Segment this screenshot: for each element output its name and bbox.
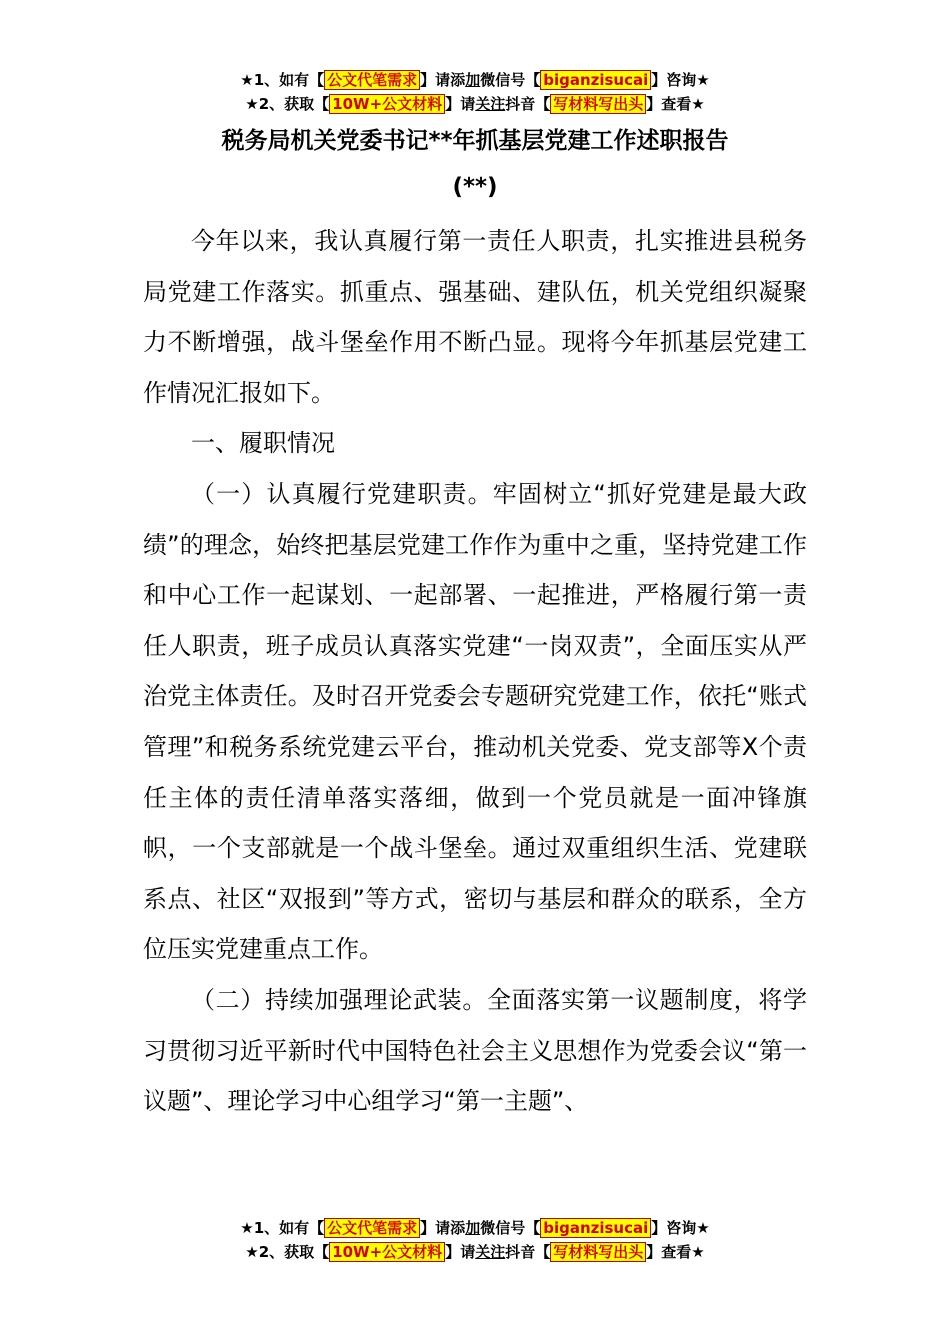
banner-highlight: 公文代笔需求 (324, 70, 420, 90)
banner-line-1: ★1、如有【 公文代笔需求 】请添加微信号【 biganzisucai 】咨询★ (240, 71, 710, 89)
document-title: 税务局机关党委书记**年抓基层党建工作述职报告 (221, 128, 729, 154)
header-banner (0, 68, 950, 116)
paragraph-theory: （二）持续加强理论武装。全面落实第一议题制度，将学习贯彻习近平新时代中国特色社会主义思想作为党委会议“第一议题”、理论学习中心组学习“第一主题”、 (143, 985, 807, 1116)
banner-highlight: 公文代笔需求 (324, 1218, 420, 1238)
footer-banner (0, 1216, 950, 1264)
paragraph-duty: （一）认真履行党建职责。牢固树立“抓好党建是最大政绩”的理念，始终把基层党建工作作为重中之重，坚持党建工作和中心工作一起谋划、一起部署、一起推进，严格履行第一责任人职责，班子成员认真落实党建“一岗双责”，全面压实从严治党主体责任。及时召开党委会专题研究党建工作，依托“账式管理”和税务系统党建云平台，推动机关党委、党支部等X个责任主体的责任清单落实落细，做到一个党员就是一面冲锋旗帜，一个支部就是一个战斗堡垒。通过双重组织生活、党建联系点、社区“双报到”等方式，密切与基层和群众的联系，全方位压实党建重点工作。 (143, 479, 807, 964)
banner-highlight: 写材料写出头 (550, 1242, 646, 1262)
banner-line-2: ★2、获取【 10W+公文材料 】请关注抖音【 写材料写出头 】查看★ (245, 1243, 705, 1261)
banner-line-1: ★1、如有【 公文代笔需求 】请添加微信号【 biganzisucai 】咨询★ (240, 1219, 710, 1237)
banner-highlight: 写材料写出头 (550, 94, 646, 114)
banner-highlight: biganzisucai (540, 70, 651, 90)
banner-line-2: ★2、获取【 10W+公文材料 】请关注抖音【 写材料写出头 】查看★ (245, 95, 705, 113)
section-heading: 一、履职情况 (191, 429, 335, 458)
document-body (143, 216, 807, 1127)
banner-highlight: biganzisucai (540, 1218, 651, 1238)
banner-highlight: 10W+公文材料 (329, 94, 445, 114)
document-subtitle: (**) (452, 174, 498, 200)
paragraph-intro: 今年以来，我认真履行第一责任人职责，扎实推进县税务局党建工作落实。抓重点、强基础、建队伍，机关党组织凝聚力不断增强，战斗堡垒作用不断凸显。现将今年抓基层党建工作情况汇报如下。 (143, 227, 807, 407)
banner-highlight: 10W+公文材料 (329, 1242, 445, 1262)
